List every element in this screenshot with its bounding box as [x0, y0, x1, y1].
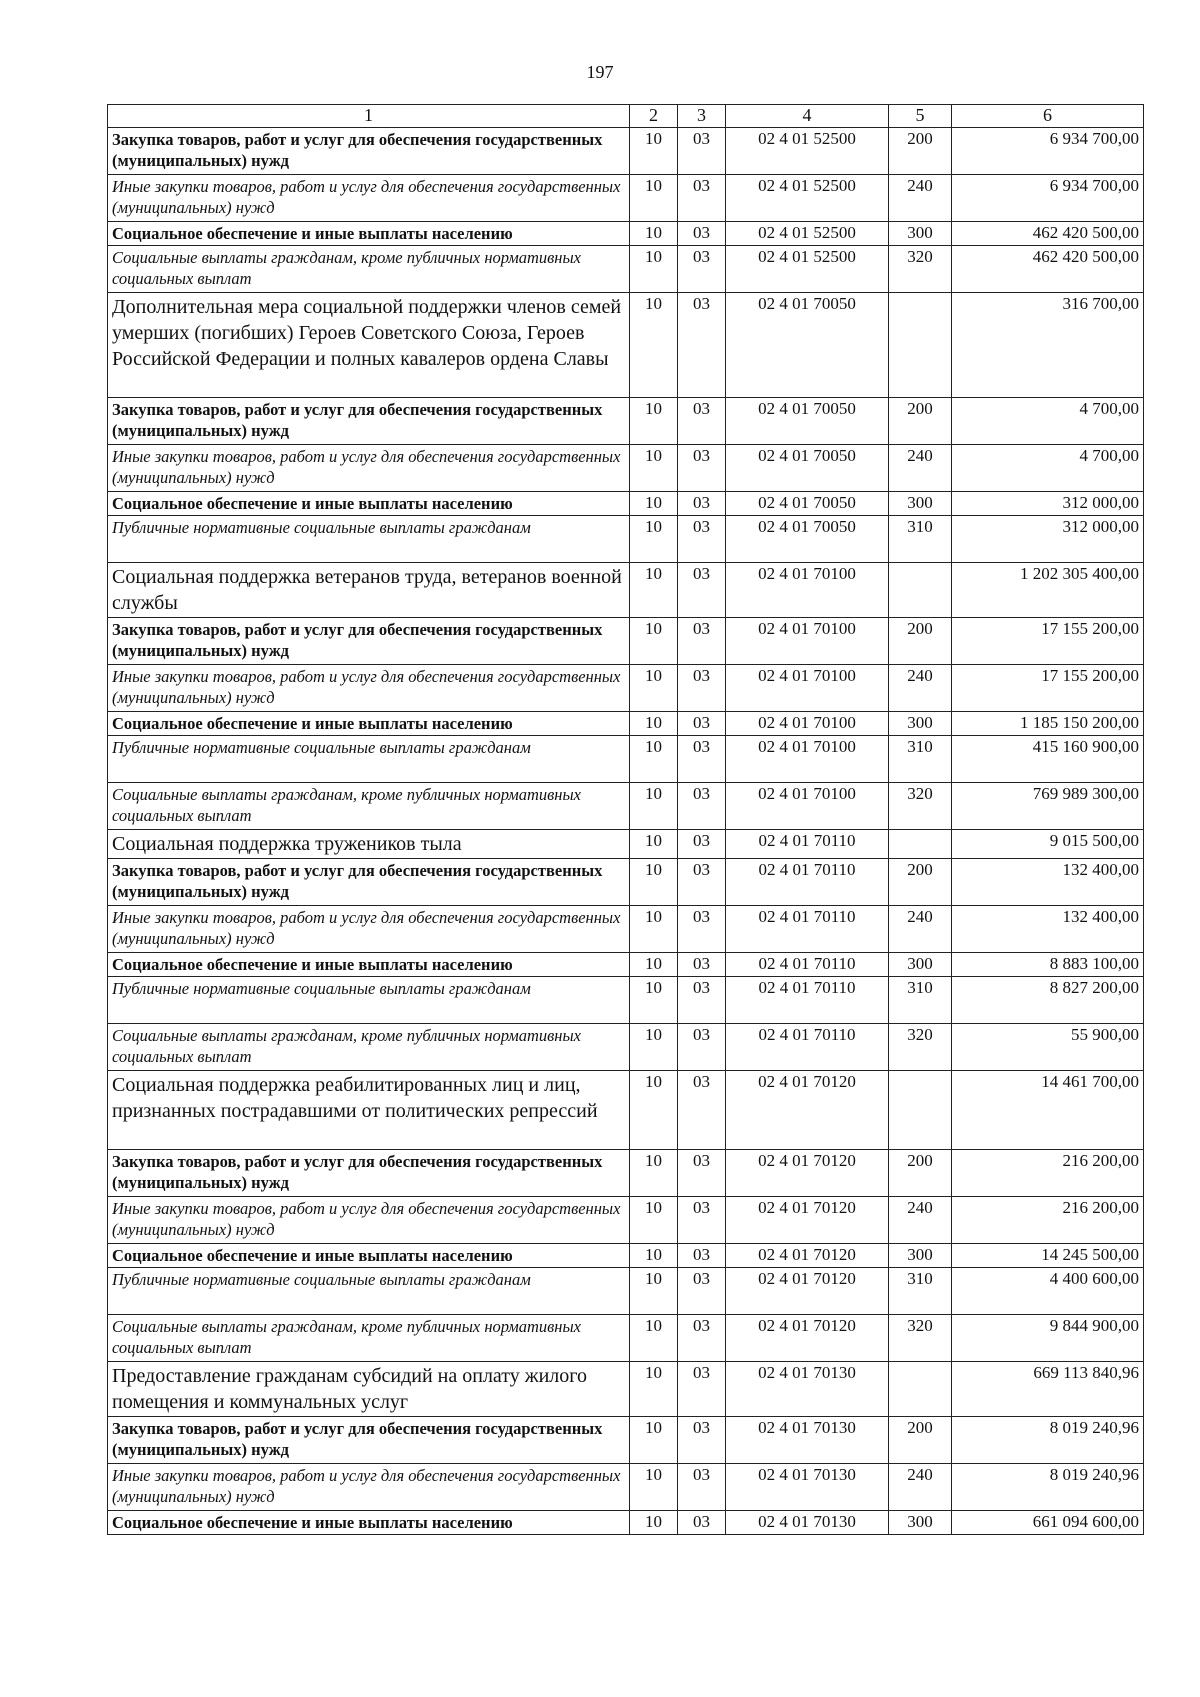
row-subsection-cell: 03: [678, 712, 726, 736]
table-row: [108, 175, 1144, 222]
row-expense-type-cell: 320: [889, 1024, 952, 1071]
row-amount-cell: 216 200,00: [952, 1197, 1144, 1244]
table-row: [108, 736, 1144, 783]
row-amount-cell: 1 185 150 200,00: [952, 712, 1144, 736]
row-section-cell: 10: [630, 1362, 678, 1417]
row-amount-cell: 14 245 500,00: [952, 1244, 1144, 1268]
row-subsection-cell: 03: [678, 293, 726, 398]
row-target-article-cell: 02 4 01 70110: [726, 830, 889, 859]
row-name-cell: Социальные выплаты гражданам, кроме публичных нормативных социальных выплат: [108, 1024, 630, 1071]
row-amount-cell: 661 094 600,00: [952, 1511, 1144, 1535]
row-section-cell: 10: [630, 1417, 678, 1464]
row-name-cell: Публичные нормативные социальные выплаты гражданам: [108, 977, 630, 1024]
row-name-cell: Иные закупки товаров, работ и услуг для обеспечения государственных (муниципальных) нужд: [108, 1197, 630, 1244]
row-expense-type-cell: 320: [889, 246, 952, 293]
row-subsection-cell: 03: [678, 906, 726, 953]
row-name-cell: Социальное обеспечение и иные выплаты населению: [108, 1511, 630, 1535]
row-name-cell: Иные закупки товаров, работ и услуг для обеспечения государственных (муниципальных) нужд: [108, 445, 630, 492]
header-col-4: 4: [726, 105, 889, 128]
table-row: [108, 1150, 1144, 1197]
row-amount-cell: 132 400,00: [952, 859, 1144, 906]
row-expense-type-cell: 310: [889, 736, 952, 783]
row-subsection-cell: 03: [678, 830, 726, 859]
header-col-1: 1: [108, 105, 630, 128]
row-subsection-cell: 03: [678, 1268, 726, 1315]
row-name-cell: Социальная поддержка реабилитированных лиц и лиц, признанных пострадавшими от политических репрессий: [108, 1071, 630, 1150]
row-name-cell: Социальная поддержка тружеников тыла: [108, 830, 630, 859]
row-name-cell: Закупка товаров, работ и услуг для обеспечения государственных (муниципальных) нужд: [108, 398, 630, 445]
row-name-cell: Дополнительная мера социальной поддержки членов семей умерших (погибших) Героев Советского Союза, Героев Российской Федерации и полных кавалеров ордена Славы: [108, 293, 630, 398]
row-expense-type-cell: 310: [889, 1268, 952, 1315]
row-section-cell: 10: [630, 665, 678, 712]
row-amount-cell: 769 989 300,00: [952, 783, 1144, 830]
row-name-cell: Социальное обеспечение и иные выплаты населению: [108, 492, 630, 516]
row-subsection-cell: 03: [678, 128, 726, 175]
row-section-cell: 10: [630, 563, 678, 618]
row-target-article-cell: 02 4 01 70110: [726, 1024, 889, 1071]
table-row: [108, 128, 1144, 175]
row-subsection-cell: 03: [678, 516, 726, 563]
row-subsection-cell: 03: [678, 977, 726, 1024]
row-subsection-cell: 03: [678, 492, 726, 516]
row-amount-cell: 4 400 600,00: [952, 1268, 1144, 1315]
row-subsection-cell: 03: [678, 222, 726, 246]
row-target-article-cell: 02 4 01 70050: [726, 398, 889, 445]
row-subsection-cell: 03: [678, 563, 726, 618]
table-row: [108, 906, 1144, 953]
row-expense-type-cell: 200: [889, 618, 952, 665]
row-expense-type-cell: 240: [889, 1464, 952, 1511]
row-target-article-cell: 02 4 01 70120: [726, 1071, 889, 1150]
row-expense-type-cell: 240: [889, 1197, 952, 1244]
row-target-article-cell: 02 4 01 52500: [726, 246, 889, 293]
row-subsection-cell: 03: [678, 1362, 726, 1417]
row-amount-cell: 216 200,00: [952, 1150, 1144, 1197]
row-expense-type-cell: 240: [889, 175, 952, 222]
row-subsection-cell: 03: [678, 953, 726, 977]
row-section-cell: 10: [630, 736, 678, 783]
table-row: [108, 618, 1144, 665]
table-row: [108, 1268, 1144, 1315]
row-subsection-cell: 03: [678, 1315, 726, 1362]
table-row: [108, 1244, 1144, 1268]
row-section-cell: 10: [630, 1315, 678, 1362]
row-target-article-cell: 02 4 01 70120: [726, 1244, 889, 1268]
row-expense-type-cell: 200: [889, 1150, 952, 1197]
row-target-article-cell: 02 4 01 70100: [726, 783, 889, 830]
row-expense-type-cell: 310: [889, 516, 952, 563]
row-target-article-cell: 02 4 01 70120: [726, 1315, 889, 1362]
table-row: [108, 1315, 1144, 1362]
row-amount-cell: 9 015 500,00: [952, 830, 1144, 859]
row-expense-type-cell: 200: [889, 128, 952, 175]
page-number: 197: [586, 62, 614, 82]
row-section-cell: 10: [630, 1024, 678, 1071]
row-name-cell: Закупка товаров, работ и услуг для обеспечения государственных (муниципальных) нужд: [108, 859, 630, 906]
row-subsection-cell: 03: [678, 1464, 726, 1511]
row-name-cell: Социальное обеспечение и иные выплаты населению: [108, 953, 630, 977]
row-subsection-cell: 03: [678, 783, 726, 830]
row-expense-type-cell: [889, 830, 952, 859]
row-name-cell: Закупка товаров, работ и услуг для обеспечения государственных (муниципальных) нужд: [108, 1150, 630, 1197]
table-row: [108, 859, 1144, 906]
row-amount-cell: 8 019 240,96: [952, 1417, 1144, 1464]
row-name-cell: Социальное обеспечение и иные выплаты населению: [108, 1244, 630, 1268]
row-section-cell: 10: [630, 445, 678, 492]
table-row: [108, 445, 1144, 492]
row-target-article-cell: 02 4 01 52500: [726, 128, 889, 175]
row-target-article-cell: 02 4 01 70050: [726, 516, 889, 563]
row-amount-cell: 1 202 305 400,00: [952, 563, 1144, 618]
row-amount-cell: 669 113 840,96: [952, 1362, 1144, 1417]
row-expense-type-cell: 320: [889, 783, 952, 830]
row-amount-cell: 9 844 900,00: [952, 1315, 1144, 1362]
row-section-cell: 10: [630, 859, 678, 906]
row-subsection-cell: 03: [678, 398, 726, 445]
table-body: [108, 128, 1144, 1535]
row-expense-type-cell: [889, 1071, 952, 1150]
table-row: [108, 492, 1144, 516]
row-section-cell: 10: [630, 246, 678, 293]
row-name-cell: Иные закупки товаров, работ и услуг для обеспечения государственных (муниципальных) нужд: [108, 1464, 630, 1511]
row-target-article-cell: 02 4 01 70100: [726, 712, 889, 736]
table-row: [108, 563, 1144, 618]
table-row: [108, 516, 1144, 563]
table-row: [108, 783, 1144, 830]
row-target-article-cell: 02 4 01 70100: [726, 618, 889, 665]
row-target-article-cell: 02 4 01 70050: [726, 293, 889, 398]
row-section-cell: 10: [630, 1071, 678, 1150]
row-name-cell: Социальные выплаты гражданам, кроме публичных нормативных социальных выплат: [108, 783, 630, 830]
row-name-cell: Публичные нормативные социальные выплаты гражданам: [108, 736, 630, 783]
row-section-cell: 10: [630, 712, 678, 736]
row-expense-type-cell: 300: [889, 1244, 952, 1268]
row-subsection-cell: 03: [678, 618, 726, 665]
row-target-article-cell: 02 4 01 70050: [726, 445, 889, 492]
header-col-3: 3: [678, 105, 726, 128]
row-expense-type-cell: [889, 563, 952, 618]
row-subsection-cell: 03: [678, 736, 726, 783]
row-name-cell: Социальные выплаты гражданам, кроме публичных нормативных социальных выплат: [108, 246, 630, 293]
table-row: [108, 398, 1144, 445]
table-row: [108, 246, 1144, 293]
table-row: [108, 1071, 1144, 1150]
row-amount-cell: 132 400,00: [952, 906, 1144, 953]
row-target-article-cell: 02 4 01 70110: [726, 859, 889, 906]
row-amount-cell: 17 155 200,00: [952, 618, 1144, 665]
row-section-cell: 10: [630, 1511, 678, 1535]
table-row: [108, 222, 1144, 246]
header-col-6: 6: [952, 105, 1144, 128]
table-header-row: [108, 105, 1144, 128]
table-row: [108, 1464, 1144, 1511]
row-amount-cell: 415 160 900,00: [952, 736, 1144, 783]
row-subsection-cell: 03: [678, 1150, 726, 1197]
row-target-article-cell: 02 4 01 70100: [726, 736, 889, 783]
row-target-article-cell: 02 4 01 52500: [726, 222, 889, 246]
row-section-cell: 10: [630, 516, 678, 563]
row-amount-cell: 6 934 700,00: [952, 175, 1144, 222]
row-target-article-cell: 02 4 01 70120: [726, 1197, 889, 1244]
table-row: [108, 1197, 1144, 1244]
row-expense-type-cell: 320: [889, 1315, 952, 1362]
row-target-article-cell: 02 4 01 70130: [726, 1362, 889, 1417]
table-row: [108, 1511, 1144, 1535]
row-name-cell: Социальное обеспечение и иные выплаты населению: [108, 712, 630, 736]
row-subsection-cell: 03: [678, 1244, 726, 1268]
row-target-article-cell: 02 4 01 70120: [726, 1268, 889, 1315]
row-target-article-cell: 02 4 01 70130: [726, 1464, 889, 1511]
row-target-article-cell: 02 4 01 70130: [726, 1417, 889, 1464]
row-target-article-cell: 02 4 01 52500: [726, 175, 889, 222]
row-expense-type-cell: 310: [889, 977, 952, 1024]
row-expense-type-cell: [889, 293, 952, 398]
row-section-cell: 10: [630, 618, 678, 665]
row-subsection-cell: 03: [678, 445, 726, 492]
row-expense-type-cell: 240: [889, 906, 952, 953]
row-subsection-cell: 03: [678, 1197, 726, 1244]
row-subsection-cell: 03: [678, 246, 726, 293]
row-amount-cell: 462 420 500,00: [952, 246, 1144, 293]
row-expense-type-cell: 300: [889, 1511, 952, 1535]
row-expense-type-cell: 200: [889, 398, 952, 445]
row-amount-cell: 4 700,00: [952, 398, 1144, 445]
row-amount-cell: 8 883 100,00: [952, 953, 1144, 977]
row-amount-cell: 6 934 700,00: [952, 128, 1144, 175]
row-section-cell: 10: [630, 398, 678, 445]
row-section-cell: 10: [630, 830, 678, 859]
row-amount-cell: 312 000,00: [952, 516, 1144, 563]
row-section-cell: 10: [630, 293, 678, 398]
row-expense-type-cell: [889, 1362, 952, 1417]
row-target-article-cell: 02 4 01 70110: [726, 977, 889, 1024]
table-row: [108, 977, 1144, 1024]
row-section-cell: 10: [630, 175, 678, 222]
row-section-cell: 10: [630, 977, 678, 1024]
row-amount-cell: 8 019 240,96: [952, 1464, 1144, 1511]
row-section-cell: 10: [630, 1464, 678, 1511]
row-expense-type-cell: 300: [889, 222, 952, 246]
row-amount-cell: 8 827 200,00: [952, 977, 1144, 1024]
row-name-cell: Иные закупки товаров, работ и услуг для обеспечения государственных (муниципальных) нужд: [108, 175, 630, 222]
row-name-cell: Социальное обеспечение и иные выплаты населению: [108, 222, 630, 246]
row-subsection-cell: 03: [678, 1511, 726, 1535]
row-name-cell: Публичные нормативные социальные выплаты гражданам: [108, 1268, 630, 1315]
table-row: [108, 665, 1144, 712]
row-section-cell: 10: [630, 1268, 678, 1315]
row-subsection-cell: 03: [678, 665, 726, 712]
table-row: [108, 1362, 1144, 1417]
row-amount-cell: 17 155 200,00: [952, 665, 1144, 712]
table-row: [108, 830, 1144, 859]
row-section-cell: 10: [630, 783, 678, 830]
row-name-cell: Закупка товаров, работ и услуг для обеспечения государственных (муниципальных) нужд: [108, 618, 630, 665]
row-target-article-cell: 02 4 01 70050: [726, 492, 889, 516]
row-target-article-cell: 02 4 01 70120: [726, 1150, 889, 1197]
row-section-cell: 10: [630, 492, 678, 516]
table-row: [108, 1024, 1144, 1071]
header-col-2: 2: [630, 105, 678, 128]
row-section-cell: 10: [630, 222, 678, 246]
row-name-cell: Иные закупки товаров, работ и услуг для обеспечения государственных (муниципальных) нужд: [108, 665, 630, 712]
row-expense-type-cell: 240: [889, 445, 952, 492]
row-subsection-cell: 03: [678, 175, 726, 222]
table-row: [108, 293, 1144, 398]
row-section-cell: 10: [630, 906, 678, 953]
row-expense-type-cell: 300: [889, 492, 952, 516]
row-amount-cell: 312 000,00: [952, 492, 1144, 516]
row-section-cell: 10: [630, 1150, 678, 1197]
row-amount-cell: 55 900,00: [952, 1024, 1144, 1071]
row-name-cell: Закупка товаров, работ и услуг для обеспечения государственных (муниципальных) нужд: [108, 128, 630, 175]
row-expense-type-cell: 200: [889, 1417, 952, 1464]
row-expense-type-cell: 300: [889, 953, 952, 977]
row-expense-type-cell: 300: [889, 712, 952, 736]
table-row: [108, 953, 1144, 977]
row-subsection-cell: 03: [678, 859, 726, 906]
row-amount-cell: 462 420 500,00: [952, 222, 1144, 246]
row-name-cell: Социальные выплаты гражданам, кроме публичных нормативных социальных выплат: [108, 1315, 630, 1362]
row-expense-type-cell: 240: [889, 665, 952, 712]
header-col-5: 5: [889, 105, 952, 128]
row-target-article-cell: 02 4 01 70100: [726, 665, 889, 712]
row-section-cell: 10: [630, 1197, 678, 1244]
row-amount-cell: 14 461 700,00: [952, 1071, 1144, 1150]
row-name-cell: Закупка товаров, работ и услуг для обеспечения государственных (муниципальных) нужд: [108, 1417, 630, 1464]
row-section-cell: 10: [630, 128, 678, 175]
row-target-article-cell: 02 4 01 70100: [726, 563, 889, 618]
row-target-article-cell: 02 4 01 70110: [726, 906, 889, 953]
budget-table: [107, 104, 1144, 1535]
row-amount-cell: 316 700,00: [952, 293, 1144, 398]
row-subsection-cell: 03: [678, 1417, 726, 1464]
row-target-article-cell: 02 4 01 70110: [726, 953, 889, 977]
row-name-cell: Публичные нормативные социальные выплаты гражданам: [108, 516, 630, 563]
row-target-article-cell: 02 4 01 70130: [726, 1511, 889, 1535]
row-section-cell: 10: [630, 953, 678, 977]
row-name-cell: Социальная поддержка ветеранов труда, ветеранов военной службы: [108, 563, 630, 618]
row-section-cell: 10: [630, 1244, 678, 1268]
row-name-cell: Иные закупки товаров, работ и услуг для обеспечения государственных (муниципальных) нужд: [108, 906, 630, 953]
table-row: [108, 1417, 1144, 1464]
table-row: [108, 712, 1144, 736]
row-expense-type-cell: 200: [889, 859, 952, 906]
row-amount-cell: 4 700,00: [952, 445, 1144, 492]
row-subsection-cell: 03: [678, 1071, 726, 1150]
row-subsection-cell: 03: [678, 1024, 726, 1071]
row-name-cell: Предоставление гражданам субсидий на оплату жилого помещения и коммунальных услуг: [108, 1362, 630, 1417]
